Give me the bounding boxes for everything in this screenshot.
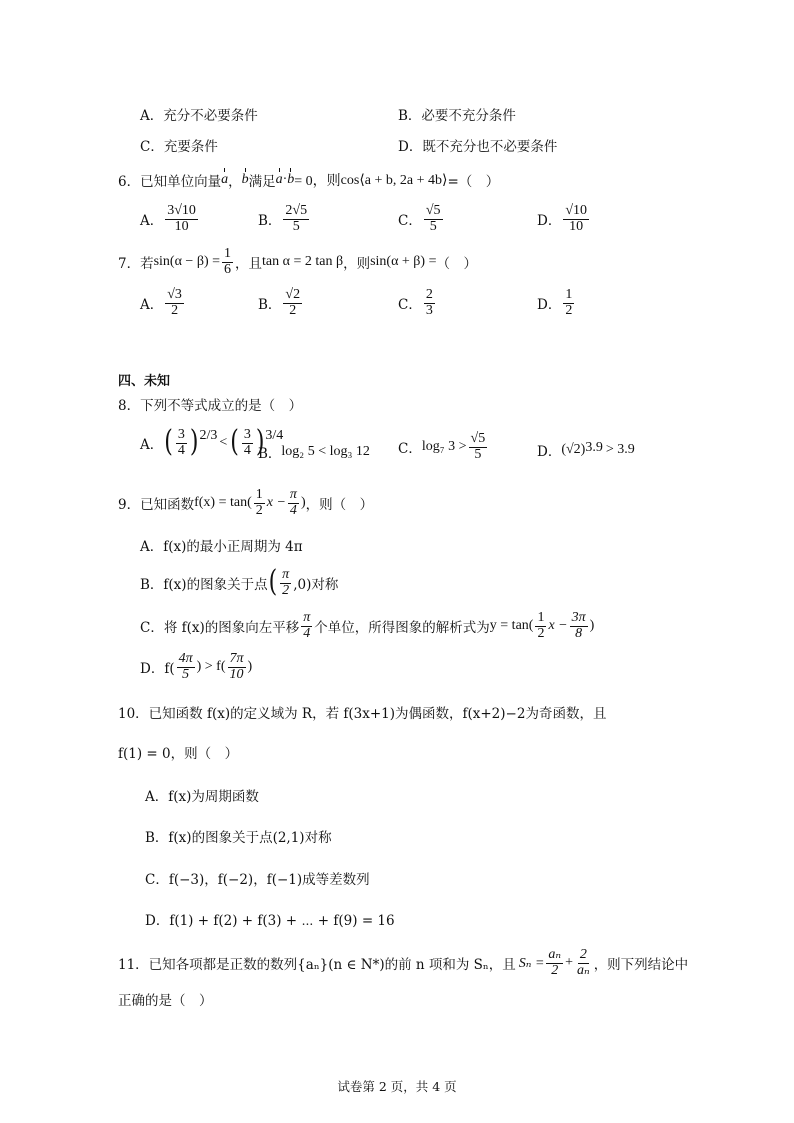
frac-den: 4 xyxy=(289,502,297,518)
frac-den: 10 xyxy=(174,218,189,234)
frac-num: √10 xyxy=(565,203,588,218)
exponent: 3.9 xyxy=(585,440,603,455)
frac-den: 5 xyxy=(292,218,300,234)
frac-den: 4 xyxy=(177,442,185,458)
frac-num: 1 xyxy=(537,610,545,625)
q7-option-a xyxy=(140,288,186,318)
q6-eq: = 0，则 xyxy=(294,174,341,189)
frac-num: 2 xyxy=(579,947,587,962)
frac-den: 2 xyxy=(289,302,297,318)
q7-expr1: sin(α − β) = xyxy=(153,254,221,270)
frac-num: 4π xyxy=(178,651,193,666)
frac-num: 1 xyxy=(255,487,263,502)
frac-num: √3 xyxy=(167,287,182,302)
q10-option-d: D．f(1) + f(2) + f(3) + ⋯ + f(9) = 16 xyxy=(145,913,395,929)
q6-option-a xyxy=(140,204,200,234)
q8-option-d xyxy=(537,440,635,460)
exponent: 3/4 xyxy=(265,428,284,443)
frac-num: 2 xyxy=(425,287,433,302)
frac-num: √2 xyxy=(285,287,301,302)
option-label: C． xyxy=(398,441,422,458)
q9-lead: 9．已知函数 xyxy=(118,497,195,514)
frac-den: 5 xyxy=(182,666,190,682)
q9-option-a: A．f(x)的最小正周期为 4π xyxy=(140,539,303,555)
q9-xminus: x − xyxy=(266,495,286,511)
q7-mid2: ，则 xyxy=(343,256,371,273)
option-label: C． xyxy=(398,297,422,314)
q10-option-a: A．f(x)为周期函数 xyxy=(145,789,259,805)
q8-option-c xyxy=(398,432,489,462)
page-footer: 试卷第 2 页，共 4 页 xyxy=(337,1079,457,1094)
frac-den: 10 xyxy=(569,218,584,234)
q8-option-d-tail: > 3.9 xyxy=(605,442,635,457)
section-heading: 四、未知 xyxy=(118,374,171,389)
q11-lead: 11．已知各项都是正数的数列{aₙ}(n ∈ N*)的前 n 项和为 Sₙ，且 xyxy=(118,957,516,974)
q5-option-c: C．充要条件 xyxy=(140,139,218,155)
option-label: A． xyxy=(140,297,164,314)
frac-num: aₙ xyxy=(548,947,562,962)
q6-option-c xyxy=(398,204,445,234)
q11-tail: ，则下列结论中 xyxy=(593,957,689,974)
q9-tail: ，则（ ） xyxy=(305,497,374,514)
plus-sign: + xyxy=(565,955,573,971)
frac-num: 1 xyxy=(224,246,232,261)
vector-a: a xyxy=(221,172,229,187)
option-label: D． xyxy=(537,444,562,460)
exponent: 2/3 xyxy=(199,428,218,443)
q10-option-c: C．f(−3)，f(−2)，f(−1)成等差数列 xyxy=(145,872,370,888)
q9-option-b: B．f(x)的图象关于点 ( $\frac{\pi}{2}$ ,0)对称 xyxy=(140,565,339,600)
q8-option-b-expr: log₂ 5 < log₃ 12 xyxy=(281,444,370,459)
q9-stem xyxy=(118,488,373,518)
paren-close: ) xyxy=(247,659,253,675)
frac-den: 2 xyxy=(171,302,179,318)
option-label: D． xyxy=(537,297,562,314)
q6-tail: =（ ） xyxy=(447,174,500,190)
frac-num: 3π xyxy=(571,610,586,625)
frac-num: π xyxy=(303,610,311,625)
q9-option-b-pre: B．f(x)的图象关于点 xyxy=(140,577,268,594)
frac-num: π xyxy=(289,487,297,502)
frac-den: 2 xyxy=(255,502,263,518)
q7-option-b xyxy=(258,288,304,318)
option-label: B． xyxy=(258,446,282,462)
q9-option-d xyxy=(140,652,252,682)
q6-option-d xyxy=(537,204,591,234)
q11-stem-line1 xyxy=(118,948,688,978)
q9-fx: f(x) = tan( xyxy=(194,495,252,511)
q9-option-d-mid: ) > f( xyxy=(196,659,226,675)
q6-lead: 6．已知单位向量 xyxy=(118,174,222,190)
q6-option-b xyxy=(258,204,311,234)
q11-expr: Sₙ = xyxy=(518,955,545,971)
q7-option-c xyxy=(398,288,437,318)
option-label: A． xyxy=(140,437,164,454)
option-label: B． xyxy=(258,213,282,230)
frac-den: 5 xyxy=(474,446,482,462)
frac-den: 2 xyxy=(537,625,545,641)
frac-den: 2 xyxy=(282,582,290,598)
q7-mid: ，且 xyxy=(235,256,263,273)
q7-option-d xyxy=(537,288,576,318)
frac-num: √5 xyxy=(425,203,441,218)
q5-option-b: B．必要不充分条件 xyxy=(398,108,516,124)
q9-option-c-x: x − xyxy=(548,618,568,634)
frac-den: 4 xyxy=(243,442,251,458)
frac-num: 3√10 xyxy=(167,203,196,218)
q8-stem: 8．下列不等式成立的是（ ） xyxy=(118,398,303,414)
frac-den: 4 xyxy=(303,625,311,641)
q11-stem-line2: 正确的是（ ） xyxy=(118,993,213,1009)
paren-close: ) xyxy=(300,495,306,511)
frac-num: 3 xyxy=(243,427,251,442)
q7-expr3: sin(α + β) = xyxy=(370,254,437,270)
q6-mid: 满足 xyxy=(248,174,276,190)
q7-stem xyxy=(118,247,477,277)
frac-den: aₙ xyxy=(577,962,590,978)
q9-option-c xyxy=(140,611,594,641)
option-label: B． xyxy=(258,297,282,314)
q9-option-c-mid: 个单位，所得图象的解析式为 xyxy=(314,620,490,637)
q8-option-c-expr: log₇ 3 > xyxy=(421,439,467,455)
frac-den: 3 xyxy=(425,302,433,318)
frac-den: 6 xyxy=(224,261,232,277)
q6-stem: 6．已知单位向量 a ， b 满足 a · b = 0，则 cos⟨a + b, 2a + 4b⟩ =（ ） xyxy=(118,172,500,190)
q9-option-c-expr: y = tan( xyxy=(489,618,534,634)
frac-den: 8 xyxy=(575,625,583,641)
vector-b: b xyxy=(241,172,249,187)
q10-option-b: B．f(x)的图象关于点(2,1)对称 xyxy=(145,830,332,846)
vector-a-dot: a xyxy=(275,172,283,187)
q7-lead: 7．若 xyxy=(118,256,154,273)
frac-num: π xyxy=(282,567,290,582)
q9-option-d-pre: D．f( xyxy=(140,661,175,678)
q5-option-d: D．既不充分也不必要条件 xyxy=(398,139,558,155)
q7-expr2: tan α = 2 tan β xyxy=(262,254,344,270)
vector-b-dot: b xyxy=(287,172,295,187)
frac-num: 2√5 xyxy=(285,203,308,218)
q5-option-a: A．充分不必要条件 xyxy=(140,108,258,124)
paren-close: ) xyxy=(589,618,595,634)
frac-den: 5 xyxy=(429,218,437,234)
q8-option-a: A． ( $\frac{3}{4}$ ) 2/3 < ( $\frac{3}{4}$ ) 3/4 xyxy=(140,425,284,460)
frac-num: 3 xyxy=(177,427,185,442)
frac-num: 7π xyxy=(229,651,244,666)
frac-den: 2 xyxy=(551,962,559,978)
option-label: C． xyxy=(398,213,422,230)
q10-stem-line1: 10．已知函数 f(x)的定义域为 R，若 f(3x+1)为偶函数，f(x+2)−2为奇函数，且 xyxy=(118,706,607,722)
q10-stem-line2: f(1) = 0，则（ ） xyxy=(118,746,239,762)
option-label: A． xyxy=(140,213,164,230)
frac-den: 2 xyxy=(565,302,573,318)
q7-tail: （ ） xyxy=(436,256,477,273)
frac-num: √5 xyxy=(470,431,486,446)
frac-den: 10 xyxy=(229,666,244,682)
q8-option-d-base: (√2) xyxy=(561,442,586,457)
q9-option-b-post: ,0)对称 xyxy=(293,577,339,594)
q6-expr: cos⟨a + b, 2a + 4b⟩ xyxy=(340,172,448,188)
q9-option-c-pre: C．将 f(x)的图象向左平移 xyxy=(140,620,300,637)
q8-option-b xyxy=(258,442,370,462)
frac-num: 1 xyxy=(565,287,573,302)
option-label: D． xyxy=(537,213,562,230)
